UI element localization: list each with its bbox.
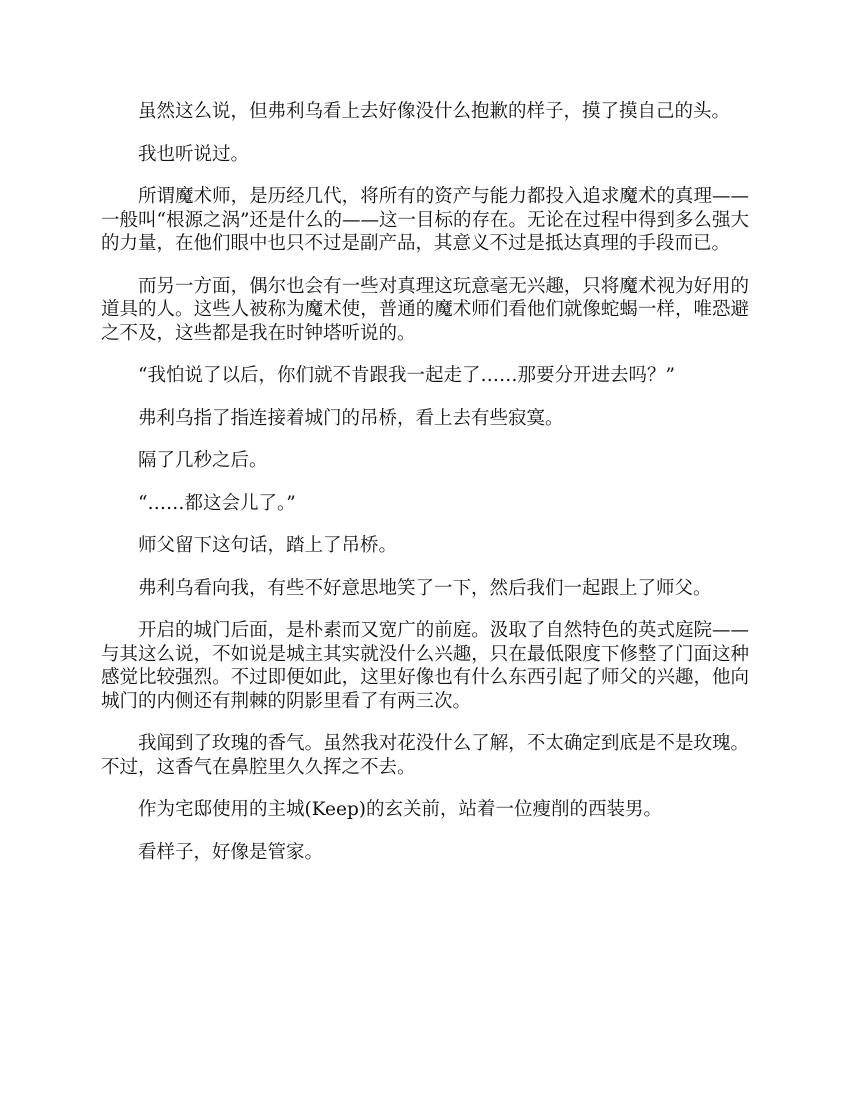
paragraph: 所谓魔术师，是历经几代，将所有的资产与能力都投入追求魔术的真理——一般叫“根源之涡”还是什么的——这一目标的存在。无论在过程中得到多么强大的力量，在他们眼中也只不过是副产品，其意义不过是抵达真理的手段而已。 (101, 186, 749, 254)
document-page (101, 100, 749, 883)
paragraph: 弗利乌指了指连接着城门的吊桥，看上去有些寂寞。 (138, 407, 564, 429)
paragraph: 而另一方面，偶尔也会有一些对真理这玩意毫无兴趣，只将魔术视为好用的道具的人。这些人被称为魔术使，普通的魔术师们看他们就像蛇蝎一样，唯恐避之不及，这些都是我在时钟塔听说的。 (101, 275, 749, 344)
paragraph: 隔了几秒之后。 (138, 450, 268, 471)
paragraph: 我也听说过。 (138, 143, 250, 165)
paragraph: 看样子，好像是管家。 (138, 841, 324, 863)
paragraph: 我闻到了玫瑰的香气。虽然我对花没什么了解，不太确定到底是不是玫瑰。不过，这香气在鼻腔里久久挥之不去。 (101, 733, 749, 778)
paragraph: “我怕说了以后，你们就不肯跟我一起走了……那要分开进去吗？” (138, 365, 675, 386)
paragraph: 作为宅邸使用的主城(Keep)的玄关前，站着一位瘦削的西装男。 (138, 799, 663, 820)
paragraph: 弗利乌看向我，有些不好意思地笑了一下，然后我们一起跟上了师父。 (138, 577, 712, 599)
paragraph: 师父留下这句话，踏上了吊桥。 (138, 535, 398, 556)
paragraph: 开启的城门后面，是朴素而又宽广的前庭。汲取了自然特色的英式庭院——与其这么说，不如说是城主其实就没什么兴趣，只在最低限度下修整了门面这种感觉比较强烈。不过即便如此，这里好像也有什么东西引起了师父的兴趣，他向城门的内侧还有荆棘的阴影里看了有两三次。 (101, 620, 749, 712)
paragraph: 虽然这么说，但弗利乌看上去好像没什么抱歉的样子，摸了摸自己的头。 (138, 101, 731, 122)
paragraph: “……都这会儿了。” (138, 492, 296, 514)
